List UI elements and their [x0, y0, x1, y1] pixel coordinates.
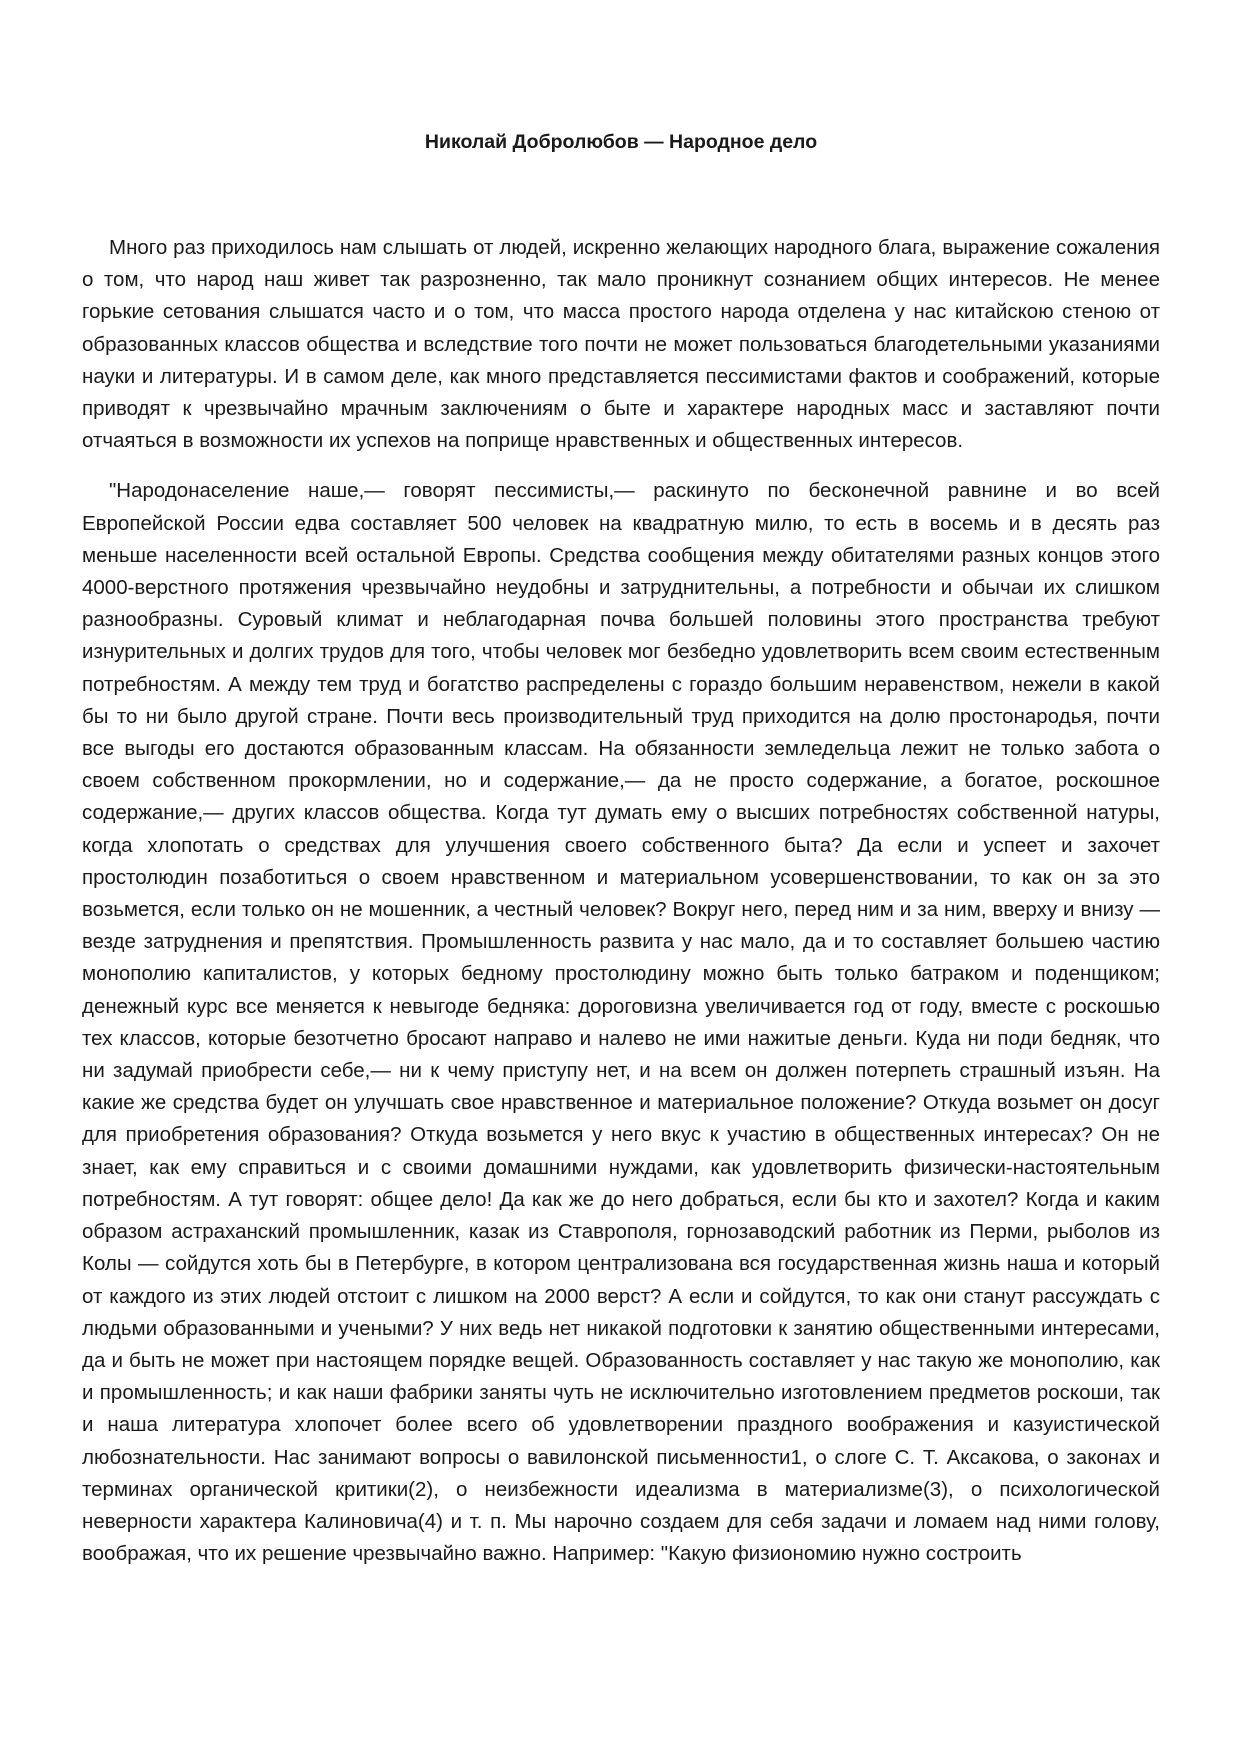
- document-body: [82, 232, 1160, 1570]
- document-title: Николай Добролюбов — Народное дело: [424, 131, 818, 153]
- paragraph-1: Много раз приходилось нам слышать от людей, искренно желающих народного блага, выражение сожаления о том, что народ наш живет так разрозненно, так мало проникнут сознанием общих интересов. Не менее горькие сетования слышатся часто и о том, что масса простого народа отделена у нас китайскою стеною от образованных классов общества и вследствие того почти не может пользоваться благодетельными указаниями науки и литературы. И в самом деле, как много представляется пессимистами фактов и соображений, которые приводят к чрезвычайно мрачным заключениям о быте и характере народных масс и заставляют почти отчаяться в возможности их успехов на поприще нравственных и общественных интересов.: [82, 236, 1160, 453]
- paragraph-2: "Народонаселение наше,— говорят пессимисты,— раскинуто по бесконечной равнине и во всей Европейской России едва составляет 500 человек на квадратную милю, то есть в восемь и в десять раз меньше населенности всей остальной Европы. Средства сообщения между обитателями разных концов этого 4000-верстного протяжения чрезвычайно неудобны и затруднительны, а потребности и обычаи их слишком разнообразны. Суровый климат и неблагодарная почва большей половины этого пространства требуют изнурительных и долгих трудов для того, чтобы человек мог безбедно удовлетворить всем своим естественным потребностям. А между тем труд и богатство распределены с гораздо большим неравенством, нежели в какой бы то ни было другой стране. Почти весь производительный труд приходится на долю простонародья, почти все выгоды его достаются образованным классам. На обязанности земледельца лежит не только забота о своем собственном прокормлении, но и содержание,— да не просто содержание, а богатое, роскошное содержание,— других классов общества. Когда тут думать ему о высших потребностях собственной натуры, когда хлопотать о средствах для улучшения своего собственного быта? Да если и успеет и захочет простолюдин позаботиться о своем нравственном и материальном усовершенствовании, то как он за это возьмется, если только он не мошенник, а честный человек? Вокруг него, перед ним и за ним, вверху и внизу — везде затруднения и препятствия. Промышленность развита у нас мало, да и то составляет большею частию монополию капиталистов, у которых бедному простолюдину можно быть только батраком и поденщиком; денежный курс все меняется к невыгоде бедняка: дороговизна увеличивается год от году, вместе с роскошью тех классов, которые безотчетно бросают направо и налево не ими нажитые деньги. Куда ни поди бедняк, что ни задумай приобрести себе,— ни к чему приступу нет, и на всем он должен потерпеть страшный изъян. На какие же средства будет он улучшать свое нравственное и материальное положение? Откуда возьмет он досуг для приобретения образования? Откуда возьмется у него вкус к участию в общественных интересах? Он не знает, как ему справиться и с своими домашними нуждами, как удовлетворить физически-настоятельным потребностям. А тут говорят: общее дело! Да как же до него добраться, если бы кто и захотел? Когда и каким образом астраханский промышленник, казак из Ставрополя, горнозаводский работник из Перми, рыболов из Колы — сойдутся хоть бы в Петербурге, в котором централизована вся государственная жизнь наша и который от каждого из этих людей отстоит с лишком на 2000 верст? А если и сойдутся, то как они станут рассуждать с людьми образованными и учеными? У них ведь нет никакой подготовки к занятию общественными интересами, да и быть не может при настоящем порядке вещей. Образованность составляет у нас такую же монополию, как и промышленность; и как наши фабрики заняты чуть не исключительно изготовлением предметов роскоши, так и наша литература хлопочет более всего об удовлетворении праздного воображения и казуистической любознательности. Нас занимают вопросы о вавилонской письменности1, о слоге С. Т. Аксакова, о законах и терминах органической критики(2), о неизбежности идеализма в материализме(3), о психологической неверности характера Калиновича(4) и т. п. Мы нарочно создаем для себя задачи и ломаем над ними голову, воображая, что их решение чрезвычайно важно. Например: "Какую физиономию нужно состроить: [82, 479, 1160, 1566]
